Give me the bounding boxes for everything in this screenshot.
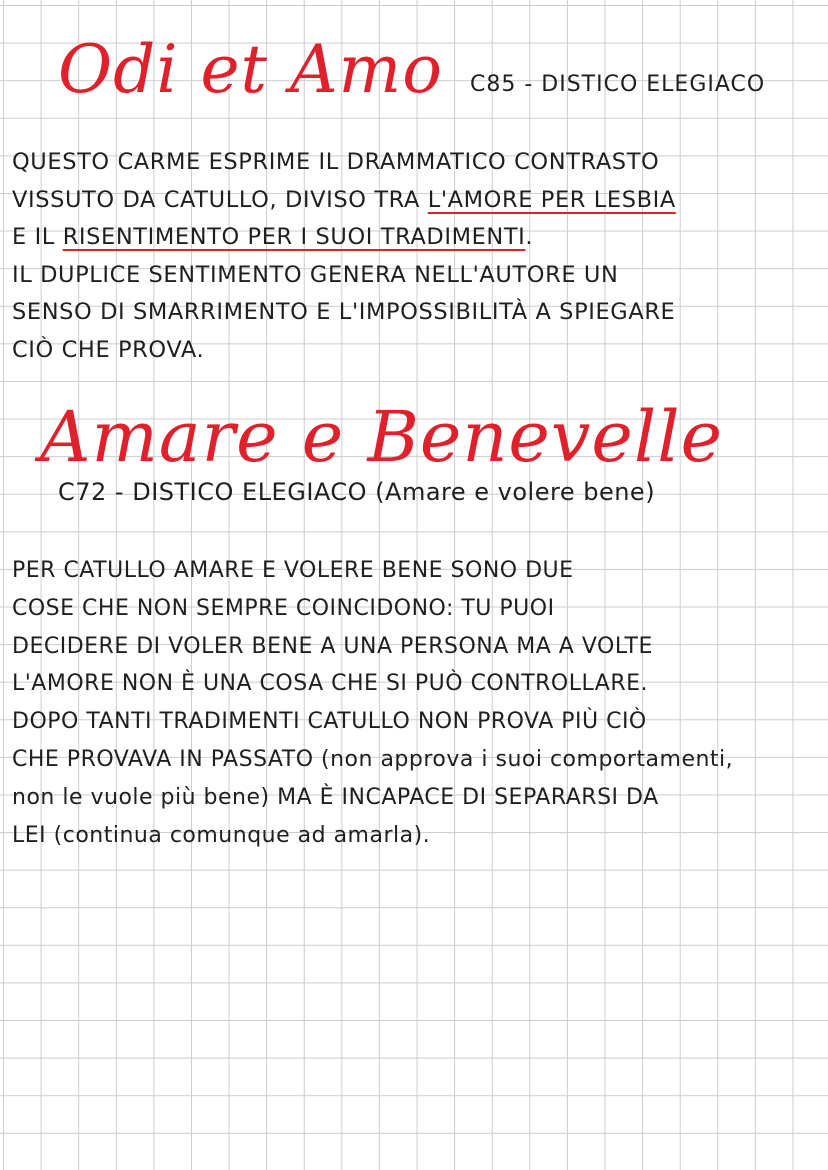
line-text: . (525, 224, 534, 251)
underlined-phrase-risentimento: RISENTIMENTO PER I SUOI TRADIMENTI (62, 224, 526, 251)
underlined-phrase-amore-per-lesbia: L'AMORE PER LESBIA (427, 186, 676, 213)
paragraph-line: QUESTO CARME ESPRIME IL DRAMMATICO CONTRASTO (12, 149, 660, 175)
paragraph-line: COSE CHE NON SEMPRE COINCIDONO: TU PUOI (12, 595, 555, 621)
paragraph-line: DECIDERE DI VOLER BENE A UNA PERSONA MA A VOLTE (12, 633, 653, 659)
section-subtitle-c85: C85 - DISTICO ELEGIACO (470, 72, 766, 97)
section-title-odi-et-amo: Odi et Amo (58, 31, 443, 108)
paragraph-line: SENSO DI SMARRIMENTO E L'IMPOSSIBILITÀ A SPIEGARE (12, 299, 676, 326)
paragraph-line: CHE PROVAVA IN PASSATO (non approva i suoi comportamenti, (12, 746, 734, 772)
paragraph-line: IL DUPLICE SENTIMENTO GENERA NELL'AUTORE UN (12, 261, 619, 288)
paragraph-line: PER CATULLO AMARE E VOLERE BENE SONO DUE (12, 558, 574, 583)
paragraph-line: CIÒ CHE PROVA. (12, 336, 205, 363)
paragraph-line (12, 219, 676, 257)
line-text: VISSUTO DA CATULLO, DIVISO TRA (12, 186, 428, 213)
paragraph-line: DOPO TANTI TRADIMENTI CATULLO NON PROVA PIÙ CIÒ (12, 709, 647, 735)
paragraph-odi-et-amo (12, 144, 676, 370)
paragraph-amare-e-benevelle (12, 552, 733, 854)
section-subtitle-c72: C72 - DISTICO ELEGIACO (Amare e volere bene) (58, 478, 656, 506)
paragraph-line: L'AMORE NON È UNA COSA CHE SI PUÒ CONTROLLARE. (12, 671, 648, 697)
section-title-amare-e-benevelle: Amare e Benevelle (40, 396, 724, 478)
paragraph-line (12, 182, 676, 220)
paragraph-line: non le vuole più bene) MA È INCAPACE DI SEPARARSI DA (12, 784, 659, 810)
paragraph-line: LEI (continua comunque ad amarla). (12, 822, 431, 848)
line-text: E IL (12, 224, 63, 251)
